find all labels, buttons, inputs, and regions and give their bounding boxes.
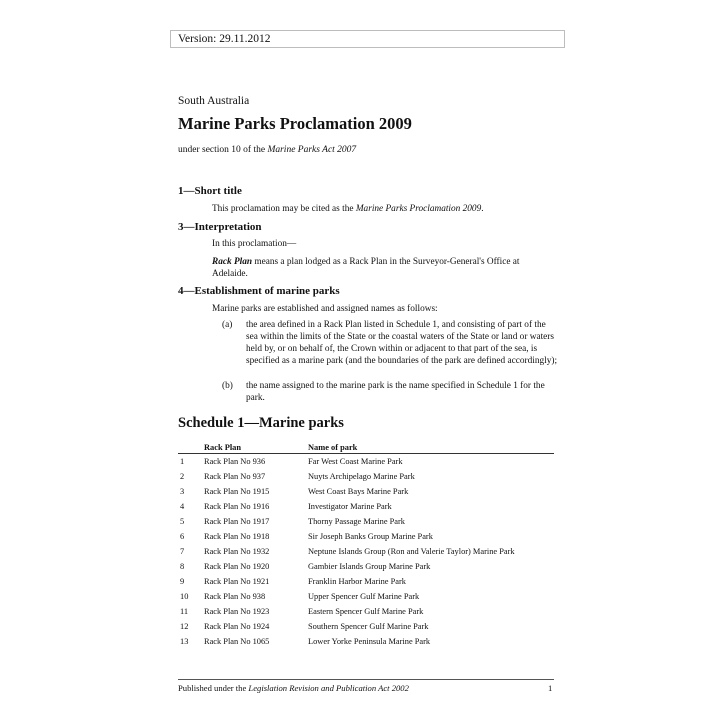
park-name-cell: Neptune Islands Group (Ron and Valerie Taylor) Marine Park (308, 547, 515, 556)
table-row (178, 574, 554, 589)
table-row (178, 529, 554, 544)
row-number: 5 (180, 517, 185, 526)
footer-divider (178, 679, 554, 680)
column-header-number (178, 442, 204, 454)
enabling-act-line (178, 145, 356, 155)
park-name-cell: West Coast Bays Marine Park (308, 487, 409, 496)
row-number: 8 (180, 562, 185, 571)
table-row (178, 589, 554, 604)
section-1-text-suffix: . (481, 204, 484, 214)
enabling-act-name: Marine Parks Act 2007 (267, 145, 357, 155)
row-number: 10 (180, 592, 189, 601)
page-number: 1 (548, 683, 553, 693)
section-3-intro: In this proclamation— (212, 239, 297, 249)
enabling-act-prefix: under section 10 of the (178, 145, 268, 155)
park-name-cell: Southern Spencer Gulf Marine Park (308, 622, 429, 631)
section-3-heading: 3—Interpretation (178, 221, 262, 233)
park-name-cell: Sir Joseph Banks Group Marine Park (308, 532, 433, 541)
rack-plan-cell: Rack Plan No 937 (204, 472, 266, 481)
section-4-heading: 4—Establishment of marine parks (178, 285, 340, 297)
footer-prefix: Published under the (178, 683, 249, 693)
list-item-label: (b) (222, 381, 233, 391)
row-number: 6 (180, 532, 185, 541)
table-row (178, 499, 554, 514)
park-name-cell: Gambier Islands Group Marine Park (308, 562, 431, 571)
park-name-cell: Thorny Passage Marine Park (308, 517, 405, 526)
section-1-text-citation: Marine Parks Proclamation 2009 (355, 204, 482, 214)
row-number: 11 (180, 607, 189, 616)
rack-plan-cell: Rack Plan No 1932 (204, 547, 270, 556)
rack-plan-cell: Rack Plan No 1924 (204, 622, 270, 631)
rack-plan-cell: Rack Plan No 1915 (204, 487, 270, 496)
section-1-text (212, 203, 484, 215)
column-header-park-name: Name of park (308, 442, 554, 454)
park-name-cell: Lower Yorke Peninsula Marine Park (308, 637, 431, 646)
table-row (178, 604, 554, 619)
rack-plan-cell: Rack Plan No 1920 (204, 562, 270, 571)
jurisdiction: South Australia (178, 95, 250, 107)
row-number: 7 (180, 547, 185, 556)
section-1-text-prefix: This proclamation may be cited as the (212, 204, 356, 214)
table-row (178, 469, 554, 484)
table-row (178, 619, 554, 634)
rack-plan-cell: Rack Plan No 1917 (204, 517, 270, 526)
section-3-definition (212, 256, 554, 280)
definition-text: means a plan lodged as a Rack Plan in the Surveyor-General's Office at Adelaide. (212, 257, 520, 279)
defined-term: Rack Plan (212, 257, 253, 267)
list-item-text: the area defined in a Rack Plan listed in Schedule 1, and consisting of part of the sea within the limits of the State or the coastal waters of the State or land or waters held by, or on behalf of, the Crown within or adjacent to that part of the sea, is specified as a marine park (and the boundaries of the park are defined accordingly); (246, 320, 558, 366)
document-title: Marine Parks Proclamation 2009 (178, 114, 412, 133)
row-number: 4 (180, 502, 185, 511)
table-row (178, 544, 554, 559)
version-label: Version: 29.11.2012 (170, 30, 565, 48)
rack-plan-cell: Rack Plan No 938 (204, 592, 266, 601)
park-name-cell: Eastern Spencer Gulf Marine Park (308, 607, 424, 616)
row-number: 9 (180, 577, 185, 586)
table-header-row (178, 442, 554, 454)
row-number: 1 (180, 457, 185, 466)
section-1-heading: 1—Short title (178, 185, 242, 197)
schedule-table (178, 442, 554, 649)
row-number: 3 (180, 487, 185, 496)
row-number: 2 (180, 472, 185, 481)
table-row (178, 484, 554, 499)
park-name-cell: Investigator Marine Park (308, 502, 392, 511)
rack-plan-cell: Rack Plan No 1916 (204, 502, 270, 511)
footer-publication-line (178, 683, 409, 693)
park-name-cell: Far West Coast Marine Park (308, 457, 403, 466)
footer-act: Legislation Revision and Publication Act 2002 (248, 683, 409, 693)
rack-plan-cell: Rack Plan No 1923 (204, 607, 270, 616)
park-name-cell: Upper Spencer Gulf Marine Park (308, 592, 420, 601)
rack-plan-cell: Rack Plan No 1921 (204, 577, 270, 586)
table-row (178, 559, 554, 574)
section-4-intro: Marine parks are established and assigned names as follows: (212, 304, 438, 314)
park-name-cell: Nuyts Archipelago Marine Park (308, 472, 415, 481)
row-number: 13 (180, 637, 189, 646)
list-item-text: the name assigned to the marine park is the name specified in Schedule 1 for the park. (246, 381, 545, 403)
rack-plan-cell: Rack Plan No 936 (204, 457, 266, 466)
park-name-cell: Franklin Harbor Marine Park (308, 577, 406, 586)
rack-plan-cell: Rack Plan No 1918 (204, 532, 270, 541)
schedule-title: Schedule 1—Marine parks (178, 415, 344, 431)
table-row (178, 454, 554, 470)
schedule-table-body (178, 454, 554, 650)
table-row (178, 634, 554, 649)
column-header-rack-plan: Rack Plan (204, 442, 308, 454)
rack-plan-cell: Rack Plan No 1065 (204, 637, 270, 646)
list-item-label: (a) (222, 320, 233, 330)
row-number: 12 (180, 622, 189, 631)
table-row (178, 514, 554, 529)
